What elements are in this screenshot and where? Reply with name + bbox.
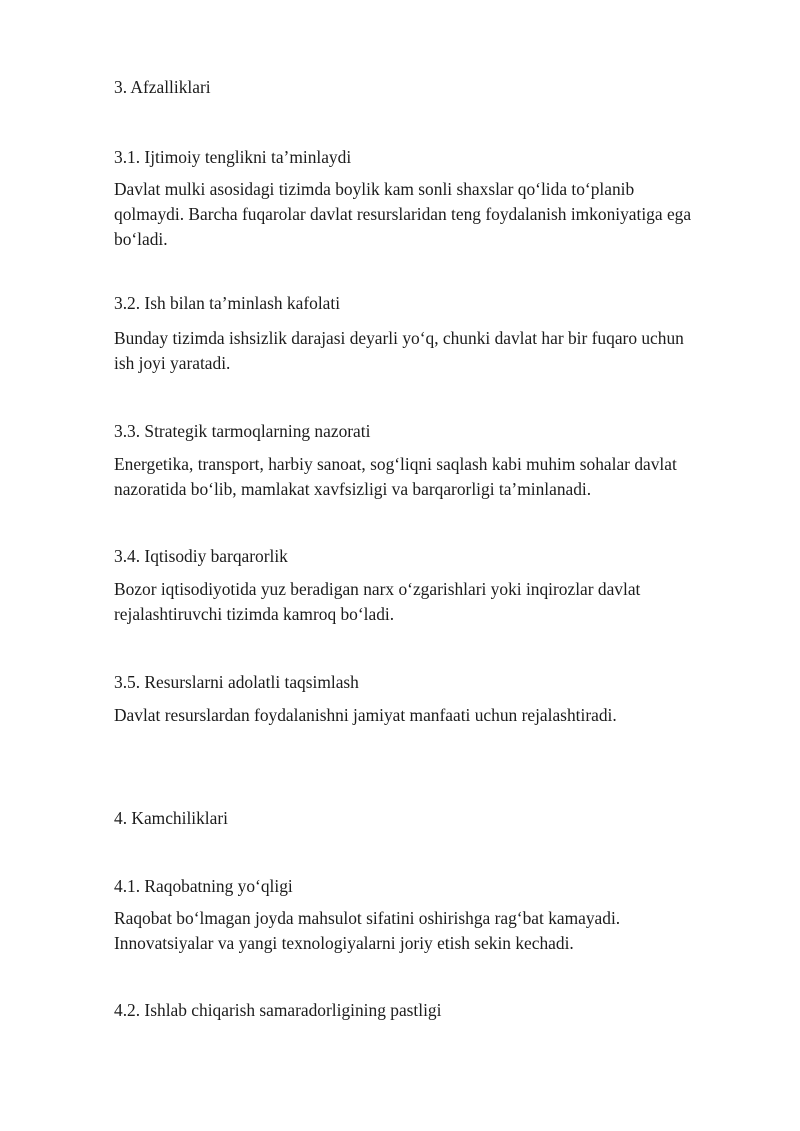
paragraph-line: nazoratida bo‘lib, mamlakat xavfsizligi va barqarorligi ta’minlanadi. [114, 479, 592, 499]
subsection-title: 3.2. Ish bilan ta’minlash kafolati [114, 293, 341, 313]
paragraph-line: Davlat mulki asosidagi tizimda boylik kam sonli shaxslar qo‘lida to‘planib [114, 179, 635, 199]
paragraph-line: Energetika, transport, harbiy sanoat, sog‘liqni saqlash kabi muhim sohalar davlat [114, 454, 677, 474]
subsection-title: 4.1. Raqobatning yo‘qligi [114, 876, 293, 896]
paragraph-line: rejalashtiruvchi tizimda kamroq bo‘ladi. [114, 604, 395, 624]
paragraph-line: qolmaydi. Barcha fuqarolar davlat resurslaridan teng foydalanish imkoniyatiga ega [114, 204, 692, 224]
section-heading: 3. Afzalliklari [114, 77, 211, 97]
paragraph-line: Bunday tizimda ishsizlik darajasi deyarli yo‘q, chunki davlat har bir fuqaro uchun [114, 328, 684, 348]
paragraph-line: Davlat resurslardan foydalanishni jamiyat manfaati uchun rejalashtiradi. [114, 705, 617, 725]
subsection-title: 3.4. Iqtisodiy barqarorlik [114, 546, 288, 566]
paragraph-line: Raqobat bo‘lmagan joyda mahsulot sifatini oshirishga rag‘bat kamayadi. [114, 908, 621, 928]
section-heading: 4. Kamchiliklari [114, 808, 228, 828]
paragraph-line: ish joyi yaratadi. [114, 353, 231, 373]
subsection-title: 4.2. Ishlab chiqarish samaradorligining pastligi [114, 1000, 442, 1020]
paragraph-line: Bozor iqtisodiyotida yuz beradigan narx o‘zgarishlari yoki inqirozlar davlat [114, 579, 641, 599]
subsection-title: 3.3. Strategik tarmoqlarning nazorati [114, 421, 371, 441]
subsection-title: 3.5. Resurslarni adolatli taqsimlash [114, 672, 359, 692]
paragraph-line: bo‘ladi. [114, 229, 168, 249]
paragraph-line: Innovatsiyalar va yangi texnologiyalarni joriy etish sekin kechadi. [114, 933, 574, 953]
subsection-title: 3.1. Ijtimoiy tenglikni ta’minlaydi [114, 147, 352, 167]
